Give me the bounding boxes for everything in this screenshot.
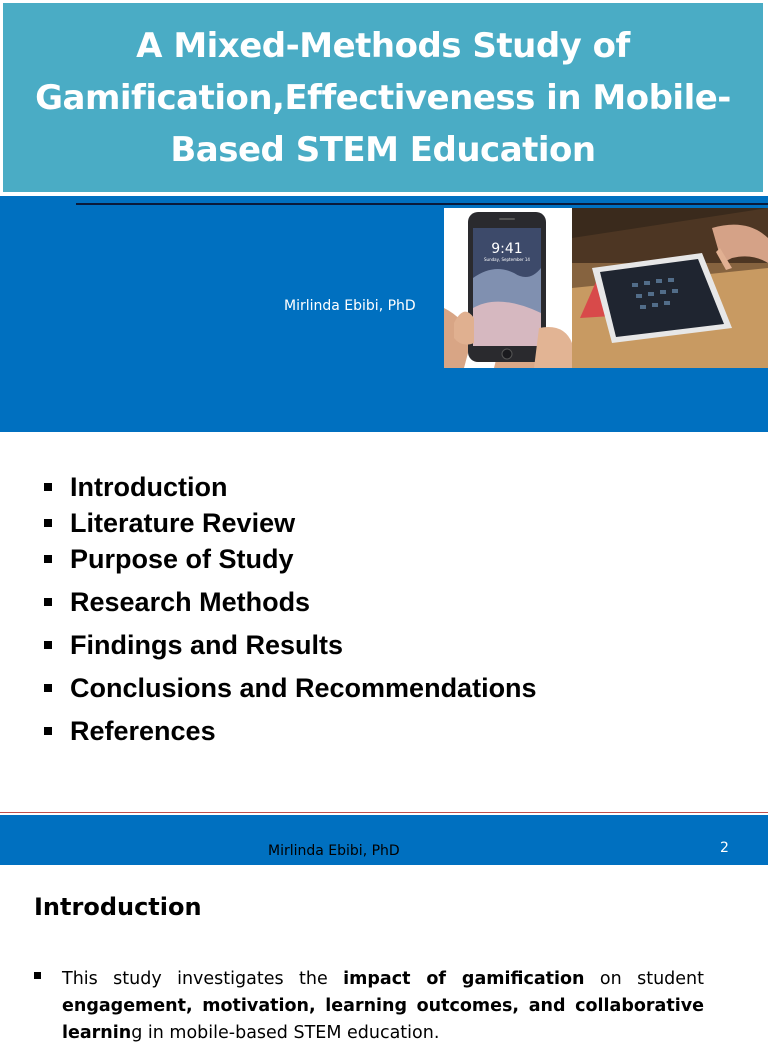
bullet-icon: [44, 598, 52, 606]
intro-paragraph: This study investigates the impact of gamification on student engagement, motivation, learning outcomes, and collaborative learning in mobile-based STEM education.: [62, 969, 704, 1043]
footer-author: Mirlinda Ebibi, PhD: [268, 843, 400, 859]
bullet-icon: [34, 972, 41, 979]
title-slide-divider: [76, 203, 768, 205]
title-box: [1, 1, 765, 194]
bullet-icon: [44, 483, 52, 491]
slide-author: Mirlinda Ebibi, PhD: [284, 298, 416, 314]
slide-title: A Mixed-Methods Study of Gamification,Effectiveness in Mobile-Based STEM Education: [35, 25, 731, 170]
bullet-icon: [44, 555, 52, 563]
section-heading: Introduction: [34, 893, 202, 921]
footer-divider: [0, 812, 768, 813]
smartphone-photo: [444, 208, 572, 368]
phone-time: 9:41: [491, 241, 523, 257]
bullet-icon: [44, 727, 52, 735]
page-number: 2: [720, 840, 729, 856]
bullet-icon: [44, 641, 52, 649]
bullet-icon: [44, 519, 52, 527]
smartphone-image: [444, 208, 572, 368]
tablet-image: [572, 208, 768, 368]
tablet-photo: [572, 208, 768, 368]
phone-date: Sunday, September 14: [484, 257, 530, 262]
bullet-icon: [44, 684, 52, 692]
